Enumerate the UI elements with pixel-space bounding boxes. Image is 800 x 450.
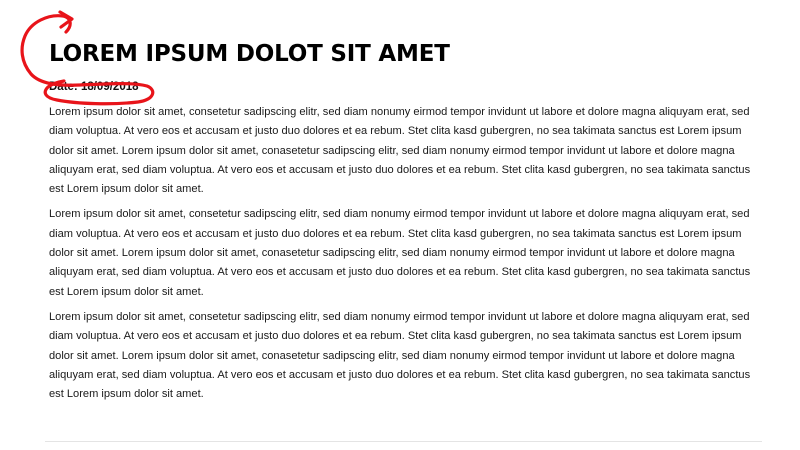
paragraph-2: Lorem ipsum dolor sit amet, consetetur sadipscing elitr, sed diam nonumy eirmod tempor invidunt ut labore et dolore magna aliquyam erat, sed diam voluptua. At vero eos et accusam et justo duo dolores et ea rebum. Stet clita kasd gubergren, no sea takimata sanctus est Lorem ipsum dolor sit amet. Lorem ipsum dolor sit amet, conasetetur sadipscing elitr, sed diam nonumy eirmod tempor invidunt ut labore et dolore magna aliquyam erat, sed diam voluptua. At vero eos et accusam et justo duo dolores et ea rebum. Stet clita kasd gubergren, no sea takimata sanctus est Lorem ipsum dolor sit amet. — [49, 208, 751, 298]
article-date: Date: 18/09/2018 — [49, 81, 139, 93]
footer-divider — [45, 441, 762, 442]
paragraph-1: Lorem ipsum dolor sit amet, consetetur sadipscing elitr, sed diam nonumy eirmod tempor invidunt ut labore et dolore magna aliquyam erat, sed diam voluptua. At vero eos et accusam et justo duo dolores et ea rebum. Stet clita kasd gubergren, no sea takimata sanctus est Lorem ipsum dolor sit amet. Lorem ipsum dolor sit amet, conasetetur sadipscing elitr, sed diam nonumy eirmod tempor invidunt ut labore et dolore magna aliquyam erat, sed diam voluptua. At vero eos et accusam et justo duo dolores et ea rebum. Stet clita kasd gubergren, no sea takimata sanctus est Lorem ipsum dolor sit amet. — [49, 106, 751, 196]
paragraph-3: Lorem ipsum dolor sit amet, consetetur sadipscing elitr, sed diam nonumy eirmod tempor invidunt ut labore et dolore magna aliquyam erat, sed diam voluptua. At vero eos et accusam et justo duo dolores et ea rebum. Stet clita kasd gubergren, no sea takimata sanctus est Lorem ipsum dolor sit amet. Lorem ipsum dolor sit amet, conasetetur sadipscing elitr, sed diam nonumy eirmod tempor invidunt ut labore et dolore magna aliquyam erat, sed diam voluptua. At vero eos et accusam et justo duo dolores et ea rebum. Stet clita kasd gubergren, no sea takimata sanctus est Lorem ipsum dolor sit amet. — [49, 310, 751, 401]
page-title: LOREM IPSUM DOLOT SIT AMET — [49, 41, 450, 67]
article — [49, 38, 761, 404]
